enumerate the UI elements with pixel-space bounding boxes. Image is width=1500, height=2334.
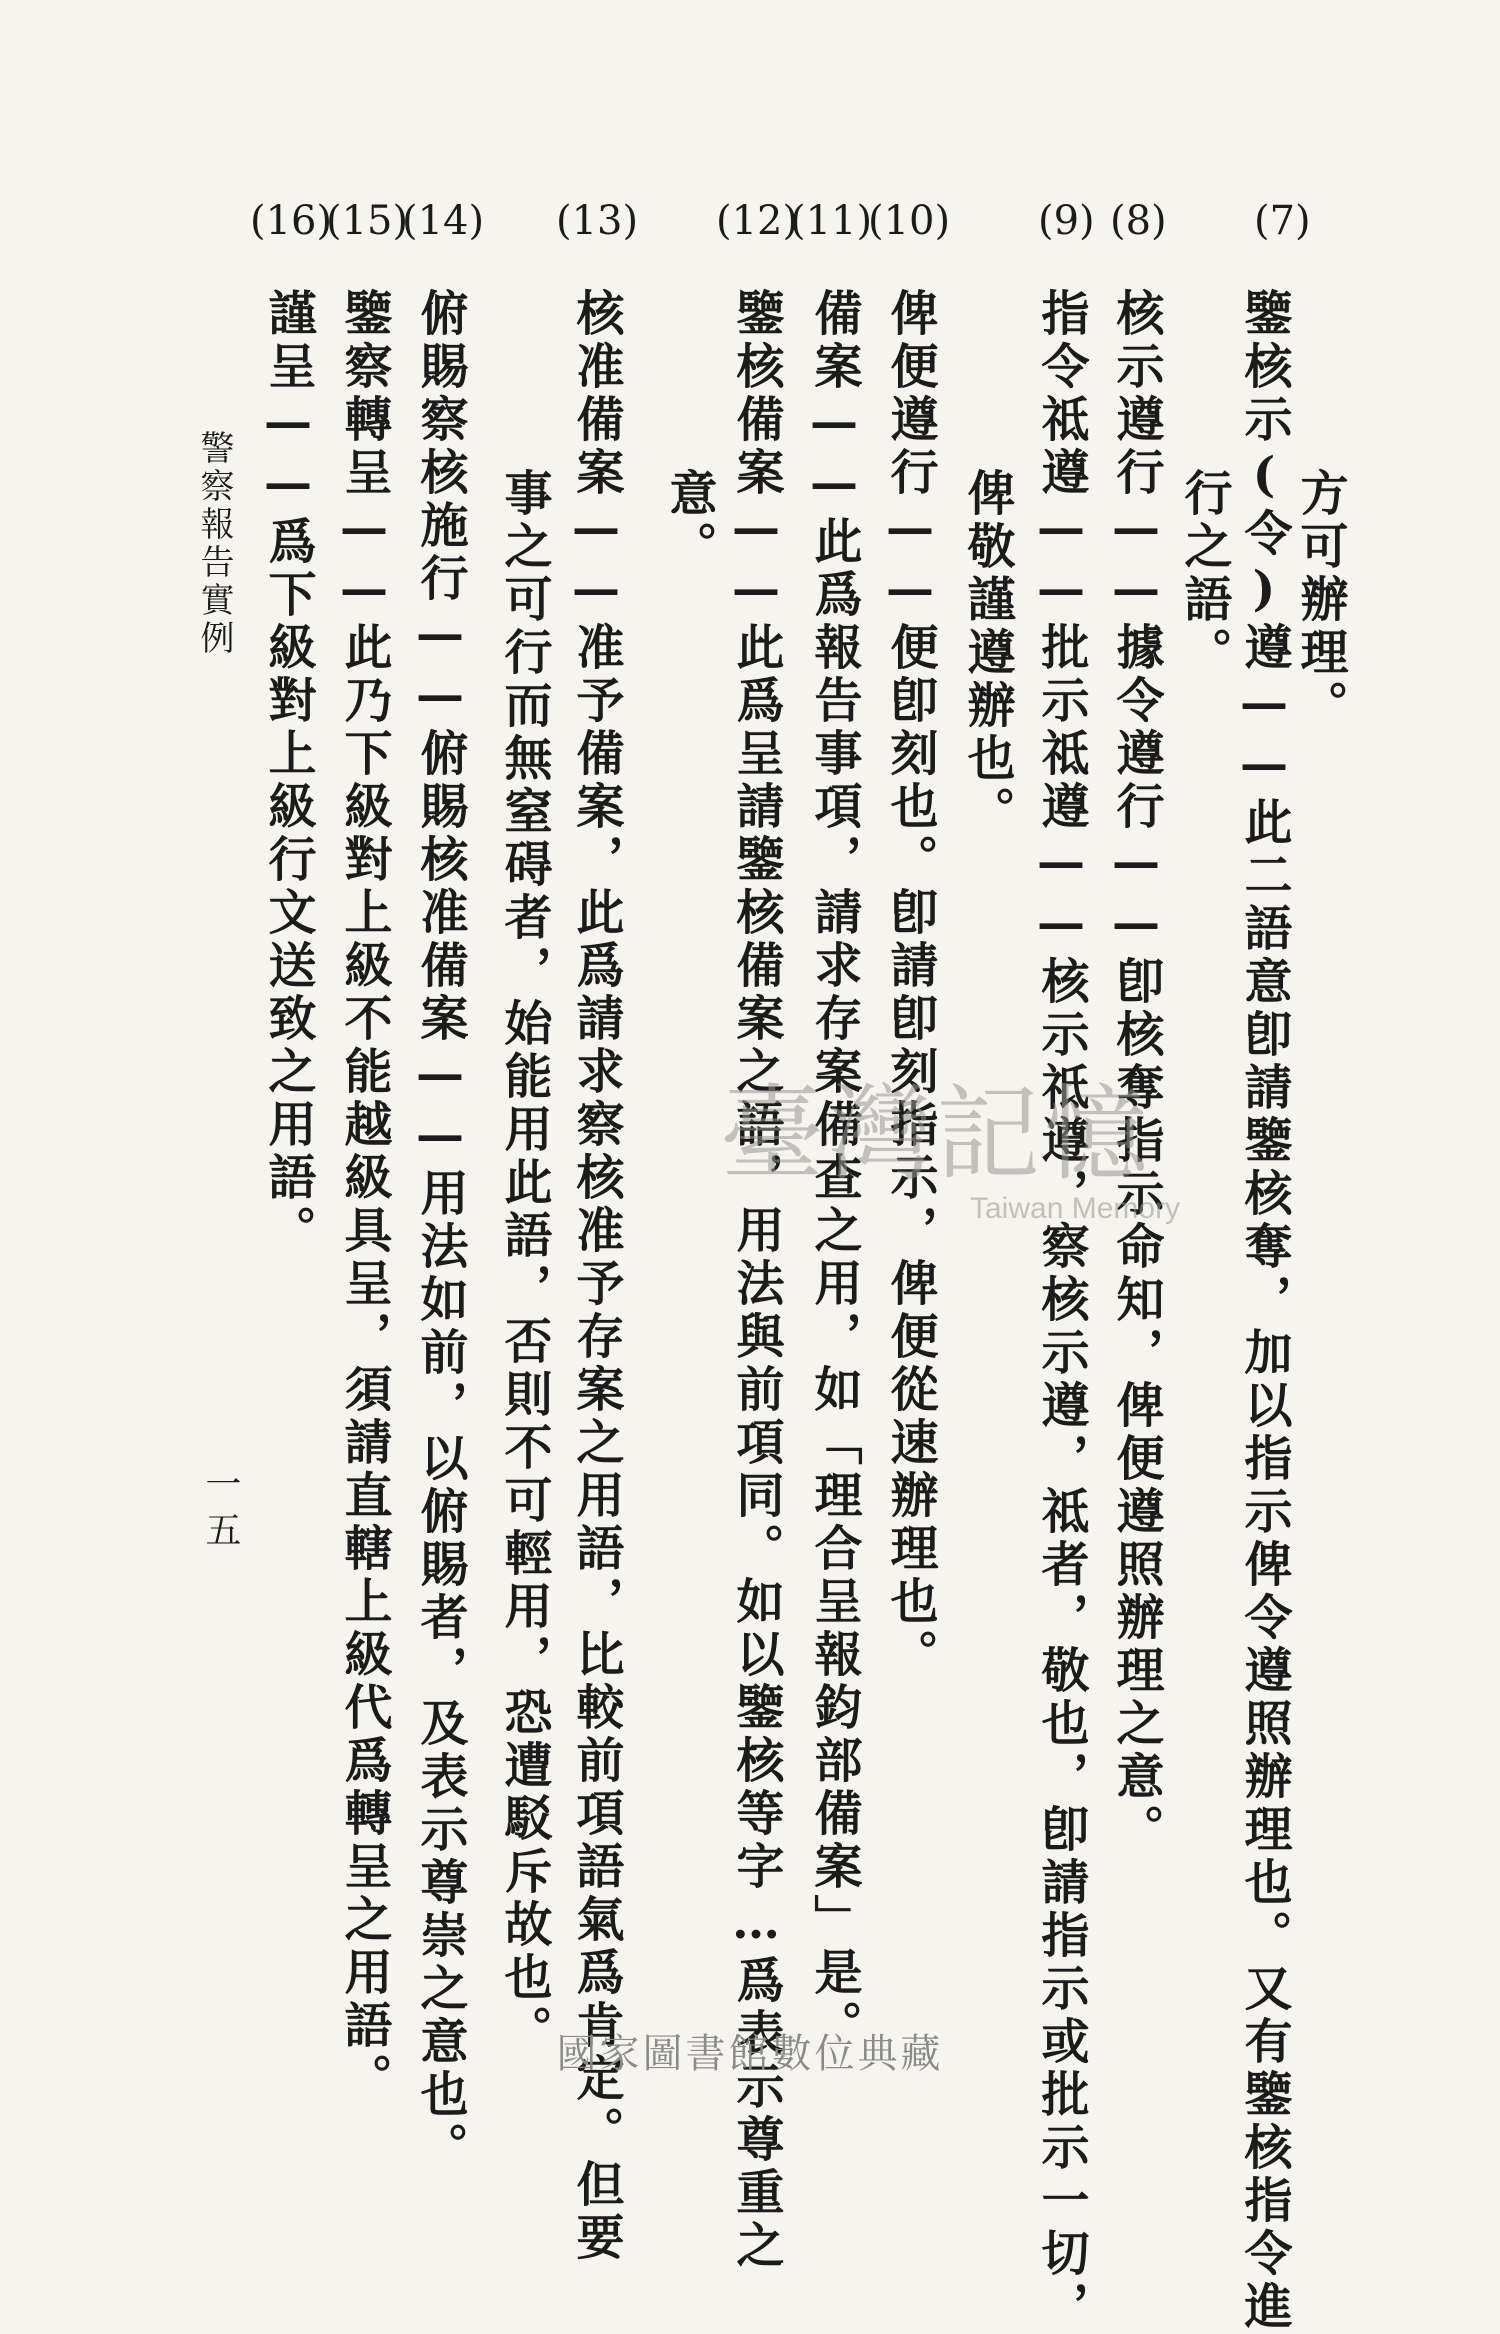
page-number: 一五	[200, 1465, 241, 1557]
book-title: 警察報告實例	[194, 430, 234, 658]
entry-line: 行之語。	[1176, 468, 1232, 680]
entry-line: 方可辦理。	[1292, 468, 1348, 733]
watermark-english: Taiwan Memory	[970, 1192, 1181, 1225]
entry-line: 意。	[661, 468, 717, 574]
library-footer: 國家圖書館數位典藏	[556, 2031, 944, 2077]
entry-number: (16)	[250, 198, 333, 244]
entry-number: (13)	[556, 198, 639, 244]
entry-line: 鑒核示(令)遵——此二語意卽請鑒核奪，加以指示俾令遵照辦理也。又有鑒核指令進	[1236, 288, 1292, 2334]
entry-line: 謹呈——爲下級對上級行文送致之用語。	[260, 288, 316, 1258]
entry-line: 俯賜察核施行——俯賜核准備案——用法如前，以俯賜者，及表示尊崇之意也。	[412, 288, 468, 2175]
entry-line: 俾便遵行——便卽刻也。卽請卽刻指示，俾便從速辦理也。	[882, 288, 938, 1682]
entry-line: 俾敬謹遵辦也。	[959, 468, 1015, 839]
entry-number: (7)	[1254, 198, 1311, 244]
entry-line: 事之可行而無窒碍者，始能用此語，否則不可輕用，恐遭駁斥故也。	[496, 468, 552, 2058]
entry-line: 鑒察轉呈——此乃下級對上級不能越級具呈，須請直轄上級代爲轉呈之用語。	[336, 288, 392, 2106]
entry-number: (8)	[1110, 198, 1167, 244]
entry-number: (15)	[326, 198, 409, 244]
entry-number: (14)	[402, 198, 485, 244]
entry-number: (11)	[790, 198, 873, 244]
entry-number: (9)	[1038, 198, 1095, 244]
entry-line: 核准備案——准予備案，此爲請求察核准予存案之用語，比較前項語氣爲肯定。但要	[568, 288, 624, 2265]
watermark-chinese: 臺灣記憶	[720, 1073, 1153, 1195]
entry-line: 鑒核備案——此爲呈請鑒核備案之語，用法與前項同。如以鑒核等字…爲表示尊重之	[728, 288, 784, 2273]
entry-number: (10)	[868, 198, 951, 244]
entry-line: 核示遵行——據令遵行——卽核奪指示命知，俾便遵照辦理之意。	[1108, 288, 1164, 1857]
entry-line: 備案——此爲報告事項，請求存案備查之用，如「理合呈報鈞部備案」是。	[806, 288, 862, 2053]
entry-line: 指令祗遵——批示祗遵——核示祗遵，察核示遵，祗者，敬也，卽請指示或批示一切，	[1033, 288, 1089, 2334]
entry-number: (12)	[716, 198, 799, 244]
